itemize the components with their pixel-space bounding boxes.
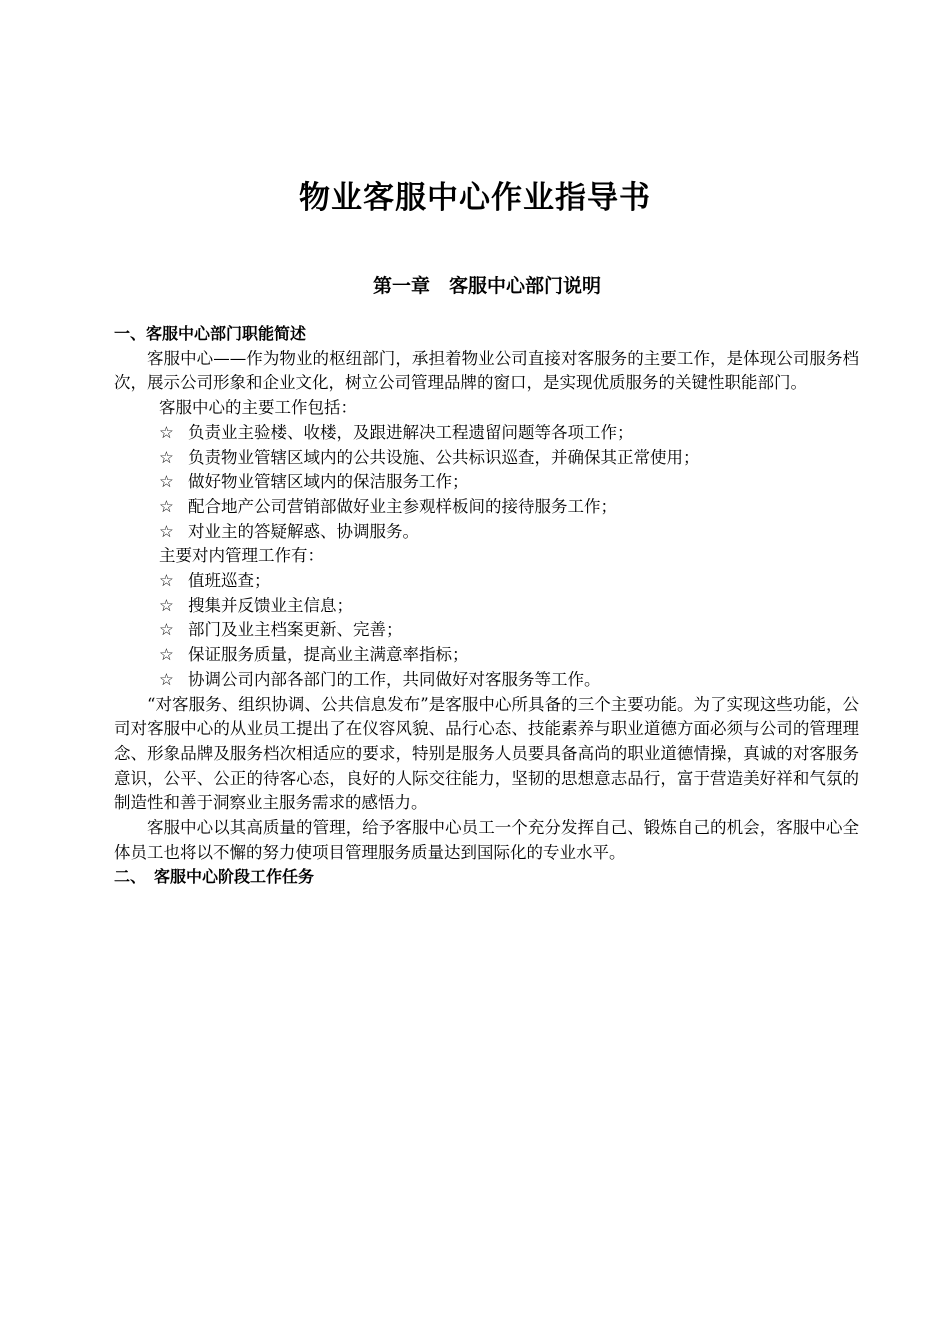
star-icon: ☆ — [159, 620, 174, 640]
intro-paragraph: 客服中心——作为物业的枢纽部门，承担着物业公司直接对客服务的主要工作，是体现公司服务档次，展示公司形象和企业文化，树立公司管理品牌的窗口，是实现优质服务的关键性职能部门。 — [114, 348, 859, 393]
list-item-text: 对业主的答疑解惑、协调服务。 — [188, 521, 419, 541]
list-item — [114, 643, 859, 668]
list-item — [114, 594, 859, 619]
list-item-text: 配合地产公司营销部做好业主参观样板间的接待服务工作； — [188, 496, 617, 516]
main-work-label: 客服中心的主要工作包括： — [159, 398, 357, 418]
section-heading-2: 二、 客服中心阶段工作任务 — [114, 867, 315, 887]
chapter-title: 第一章 客服中心部门说明 — [372, 275, 601, 297]
star-icon: ☆ — [159, 496, 174, 516]
list-item — [114, 470, 859, 495]
list-item — [114, 421, 859, 446]
list-item-text: 负责业主验楼、收楼，及跟进解决工程遗留问题等各项工作； — [188, 422, 634, 442]
star-icon: ☆ — [159, 422, 174, 442]
star-icon: ☆ — [159, 571, 174, 591]
star-icon: ☆ — [159, 521, 174, 541]
list-item-text: 保证服务质量，提高业主满意率指标； — [188, 645, 469, 665]
list-item — [114, 495, 859, 520]
list-item — [114, 446, 859, 471]
star-icon: ☆ — [159, 595, 174, 615]
star-icon: ☆ — [159, 472, 174, 492]
list-item — [114, 569, 859, 594]
list-item-text: 值班巡查； — [188, 571, 271, 591]
internal-work-label: 主要对内管理工作有： — [159, 546, 324, 566]
functions-paragraph: “对客服务、组织协调、公共信息发布”是客服中心所具备的三个主要功能。为了实现这些功能，公司对客服中心的从业员工提出了在仪容风貌、品行心态、技能素养与职业道德方面必须与公司的管理理念、形象品牌及服务档次相适应的要求，特别是服务人员要具备高尚的职业道德情操，真诚的对客服务意识，公平、公正的待客心态，良好的人际交往能力，坚韧的思想意志品行，富于营造美好祥和气氛的制造性和善于洞察业主服务需求的感悟力。 — [114, 694, 859, 813]
section-heading-1: 一、客服中心部门职能简述 — [114, 324, 307, 343]
star-icon: ☆ — [159, 669, 174, 689]
document-title: 物业客服中心作业指导书 — [299, 180, 651, 216]
list-item-text: 做好物业管辖区域内的保洁服务工作； — [188, 472, 469, 492]
star-icon: ☆ — [159, 447, 174, 467]
document-body — [114, 322, 859, 890]
closing-paragraph: 客服中心以其高质量的管理，给予客服中心员工一个充分发挥自己、锻炼自己的机会，客服中心全体员工也将以不懈的努力使项目管理服务质量达到国际化的专业水平。 — [114, 818, 859, 862]
list-item — [114, 618, 859, 643]
list-item — [114, 520, 859, 545]
list-item-text: 协调公司内部各部门的工作，共同做好对客服务等工作。 — [188, 669, 601, 689]
star-icon: ☆ — [159, 645, 174, 665]
list-item-text: 负责物业管辖区域内的公共设施、公共标识巡查，并确保其正常使用； — [188, 447, 700, 467]
list-item-text: 搜集并反馈业主信息； — [188, 595, 353, 615]
list-item — [114, 668, 859, 693]
list-item-text: 部门及业主档案更新、完善； — [188, 620, 403, 640]
